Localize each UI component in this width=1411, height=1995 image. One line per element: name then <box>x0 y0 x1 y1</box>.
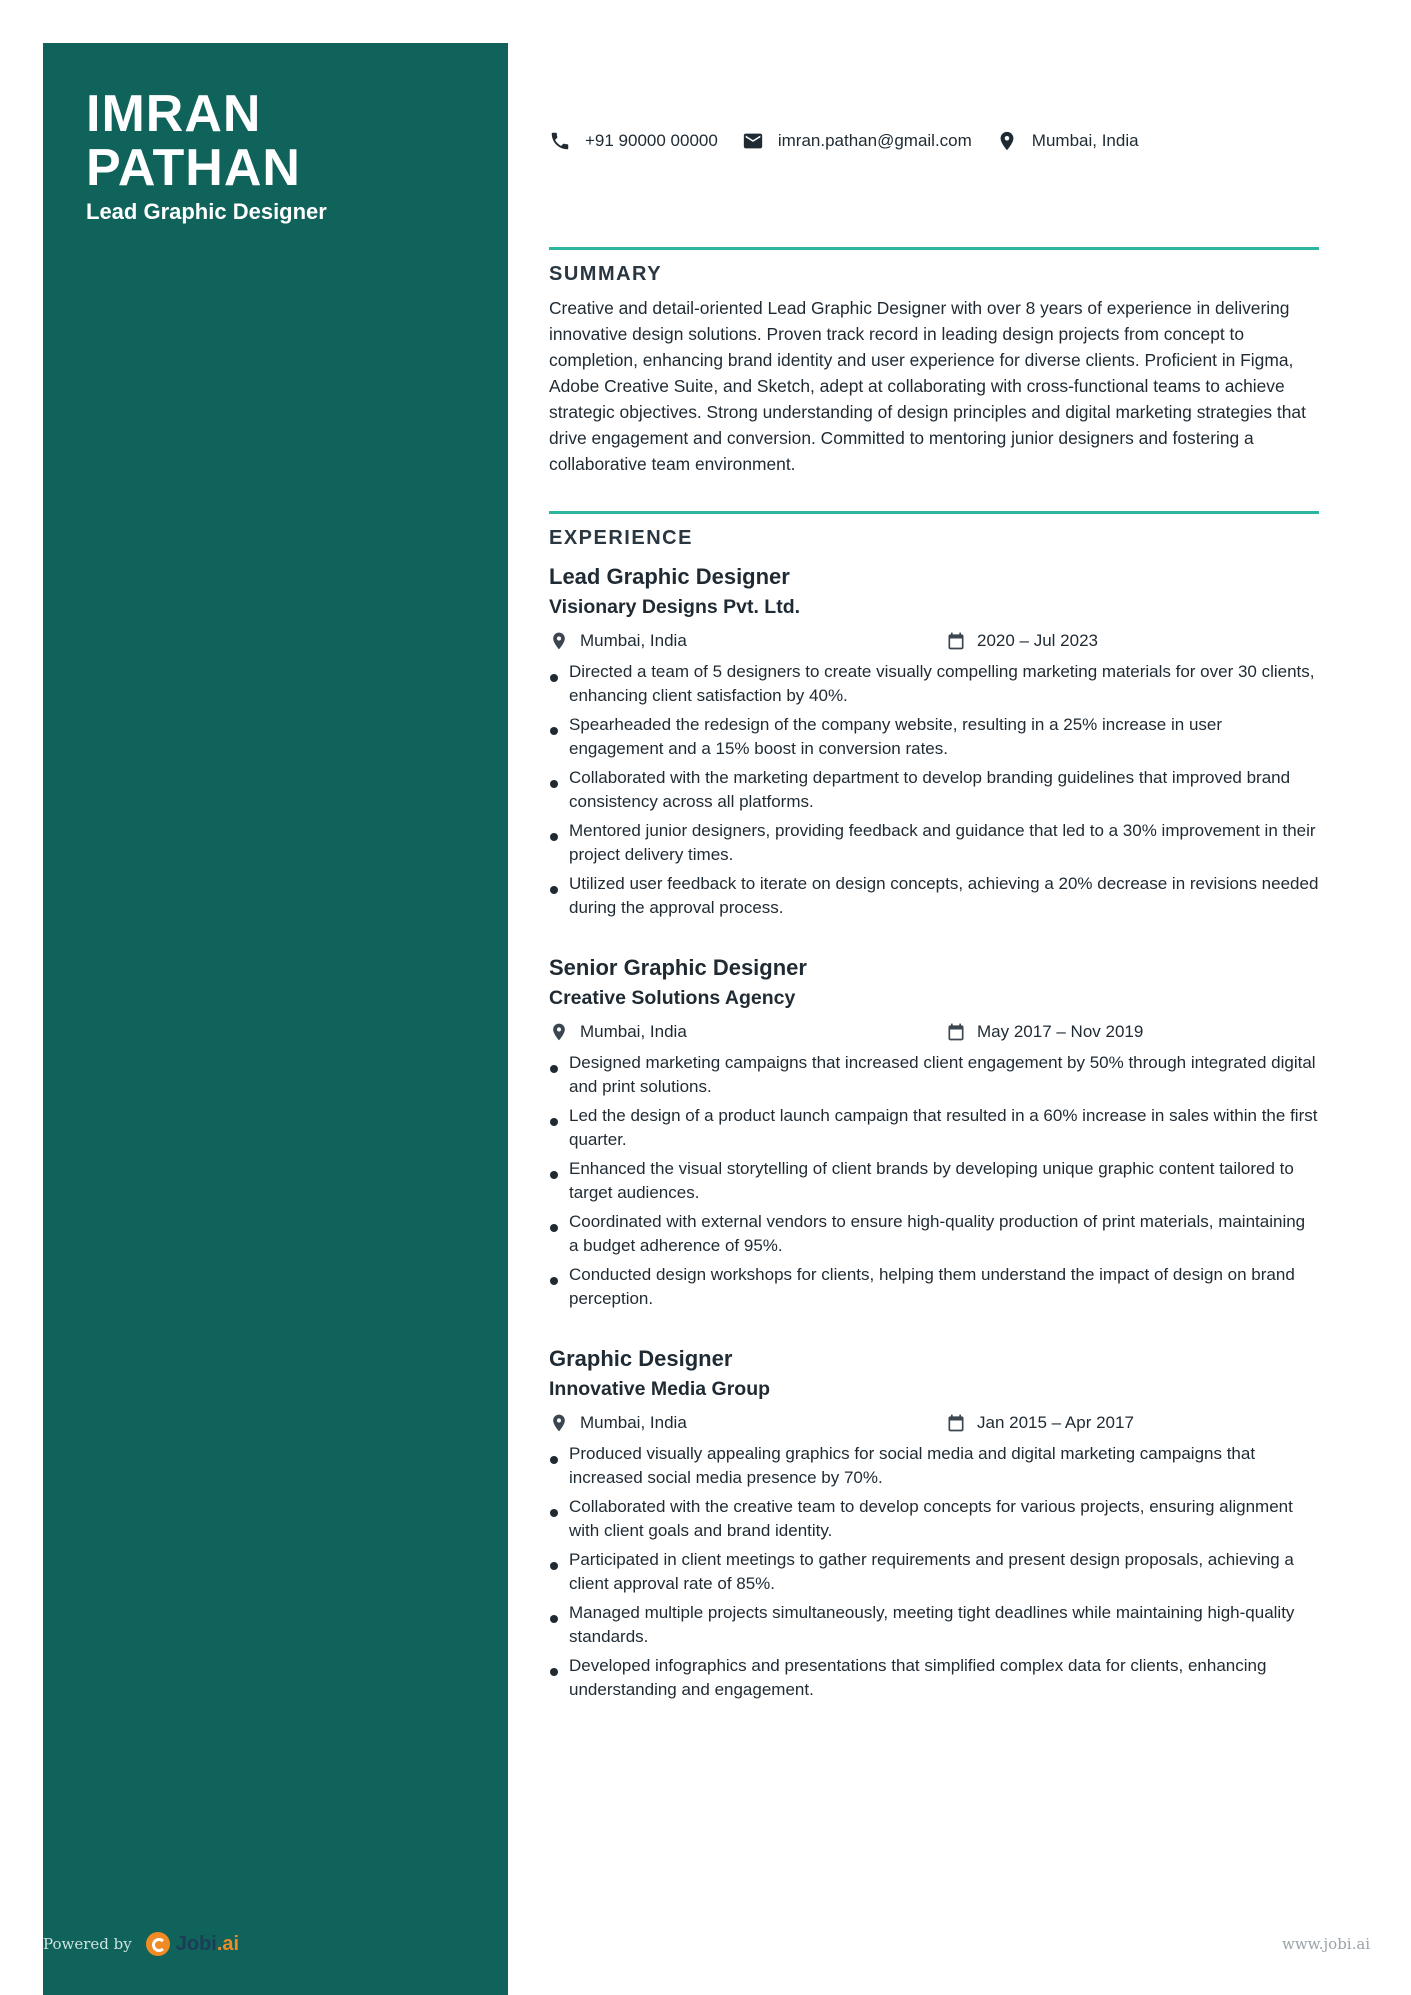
job-location <box>549 631 687 651</box>
job-bullets <box>549 1051 1319 1311</box>
job-location <box>549 1022 687 1042</box>
location-pin-icon <box>549 1413 569 1433</box>
brand-name: Jobi <box>175 1932 217 1955</box>
list-item: Utilized user feedback to iterate on design concepts, achieving a 20% decrease in revisions needed during the approval process. <box>549 872 1319 920</box>
job-bullets <box>549 1442 1319 1702</box>
list-item: Collaborated with the marketing department to develop branding guidelines that improved brand consistency across all platforms. <box>549 766 1319 814</box>
last-name: PATHAN <box>86 139 301 197</box>
job-dates <box>946 1413 1134 1433</box>
calendar-icon <box>946 1022 966 1042</box>
job-dates-text: May 2017 – Nov 2019 <box>977 1022 1144 1041</box>
job-meta <box>549 1019 1319 1047</box>
contact-phone[interactable] <box>549 130 718 152</box>
summary-heading: SUMMARY <box>549 263 663 285</box>
job-dates-text: 2020 – Jul 2023 <box>977 631 1098 650</box>
list-item: Designed marketing campaigns that increased client engagement by 50% through integrated digital and print solutions. <box>549 1051 1319 1099</box>
job-company: Visionary Designs Pvt. Ltd. <box>549 596 801 618</box>
calendar-icon <box>946 1413 966 1433</box>
list-item: Mentored junior designers, providing feedback and guidance that led to a 30% improvement in their project delivery times. <box>549 819 1319 867</box>
location-pin-icon <box>996 130 1018 152</box>
phone-icon <box>549 130 571 152</box>
job-entry <box>549 1346 1319 1707</box>
job-bullets <box>549 660 1319 920</box>
phone-text: +91 90000 00000 <box>585 131 718 150</box>
job-entry <box>549 564 1319 925</box>
sidebar <box>43 43 508 1995</box>
location-pin-icon <box>549 631 569 651</box>
job-meta <box>549 1410 1319 1438</box>
job-title: Graphic Designer <box>549 1346 733 1371</box>
list-item: Managed multiple projects simultaneously, meeting tight deadlines while maintaining high-quality standards. <box>549 1601 1319 1649</box>
candidate-role: Lead Graphic Designer <box>86 199 327 224</box>
powered-by-label: Powered by <box>43 1935 132 1953</box>
experience-section <box>549 511 1319 550</box>
location-pin-icon <box>549 1022 569 1042</box>
job-location-text: Mumbai, India <box>580 1022 687 1041</box>
candidate-name <box>86 87 301 195</box>
footer-site-link[interactable]: www.jobi.ai <box>1282 1935 1371 1953</box>
list-item: Enhanced the visual storytelling of client brands by developing unique graphic content tailored to target audiences. <box>549 1157 1319 1205</box>
job-company: Creative Solutions Agency <box>549 987 796 1009</box>
list-item: Developed infographics and presentations that simplified complex data for clients, enhancing understanding and engagement. <box>549 1654 1319 1702</box>
experience-heading: EXPERIENCE <box>549 527 693 549</box>
brand-suffix: .ai <box>216 1932 240 1955</box>
job-dates-text: Jan 2015 – Apr 2017 <box>977 1413 1134 1432</box>
first-name: IMRAN <box>86 85 262 143</box>
list-item: Led the design of a product launch campaign that resulted in a 60% increase in sales within the first quarter. <box>549 1104 1319 1152</box>
powered-by <box>43 1932 239 1956</box>
contact-location <box>996 130 1139 152</box>
job-title: Lead Graphic Designer <box>549 564 790 589</box>
section-divider <box>549 511 1319 514</box>
summary-section <box>549 247 1319 477</box>
calendar-icon <box>946 631 966 651</box>
job-dates <box>946 1022 1143 1042</box>
job-title: Senior Graphic Designer <box>549 955 807 980</box>
email-text: imran.pathan@gmail.com <box>777 131 972 150</box>
job-location-text: Mumbai, India <box>580 1413 687 1432</box>
jobi-logo-icon <box>146 1932 170 1956</box>
job-meta <box>549 628 1319 656</box>
list-item: Spearheaded the redesign of the company website, resulting in a 25% increase in user engagement and a 15% boost in conversion rates. <box>549 713 1319 761</box>
job-entry <box>549 955 1319 1316</box>
list-item: Coordinated with external vendors to ensure high-quality production of print materials, maintaining a budget adherence of 95%. <box>549 1210 1319 1258</box>
job-company: Innovative Media Group <box>549 1378 771 1400</box>
contact-email[interactable] <box>742 130 972 152</box>
contact-bar <box>549 130 1163 152</box>
list-item: Directed a team of 5 designers to create visually compelling marketing materials for over 30 clients, enhancing client satisfaction by 40%. <box>549 660 1319 708</box>
email-icon <box>742 130 764 152</box>
location-text: Mumbai, India <box>1031 131 1139 150</box>
list-item: Produced visually appealing graphics for social media and digital marketing campaigns that increased social media presence by 70%. <box>549 1442 1319 1490</box>
job-dates <box>946 631 1098 651</box>
list-item: Collaborated with the creative team to develop concepts for various projects, ensuring alignment with client goals and brand identity. <box>549 1495 1319 1543</box>
summary-text: Creative and detail-oriented Lead Graphic Designer with over 8 years of experience in delivering innovative design solutions. Proven track record in leading design projects from concept to completion, enhancing brand identity and user experience for diverse clients. Proficient in Figma, Adobe Creative Suite, and Sketch, adept at collaborating with cross-functional teams to achieve strategic objectives. Strong understanding of design principles and digital marketing strategies that drive engagement and conversion. Committed to mentoring junior designers and fostering a collaborative team environment. <box>549 298 1306 474</box>
list-item: Participated in client meetings to gather requirements and present design proposals, achieving a client approval rate of 85%. <box>549 1548 1319 1596</box>
section-divider <box>549 247 1319 250</box>
list-item: Conducted design workshops for clients, helping them understand the impact of design on brand perception. <box>549 1263 1319 1311</box>
job-location <box>549 1413 687 1433</box>
job-location-text: Mumbai, India <box>580 631 687 650</box>
